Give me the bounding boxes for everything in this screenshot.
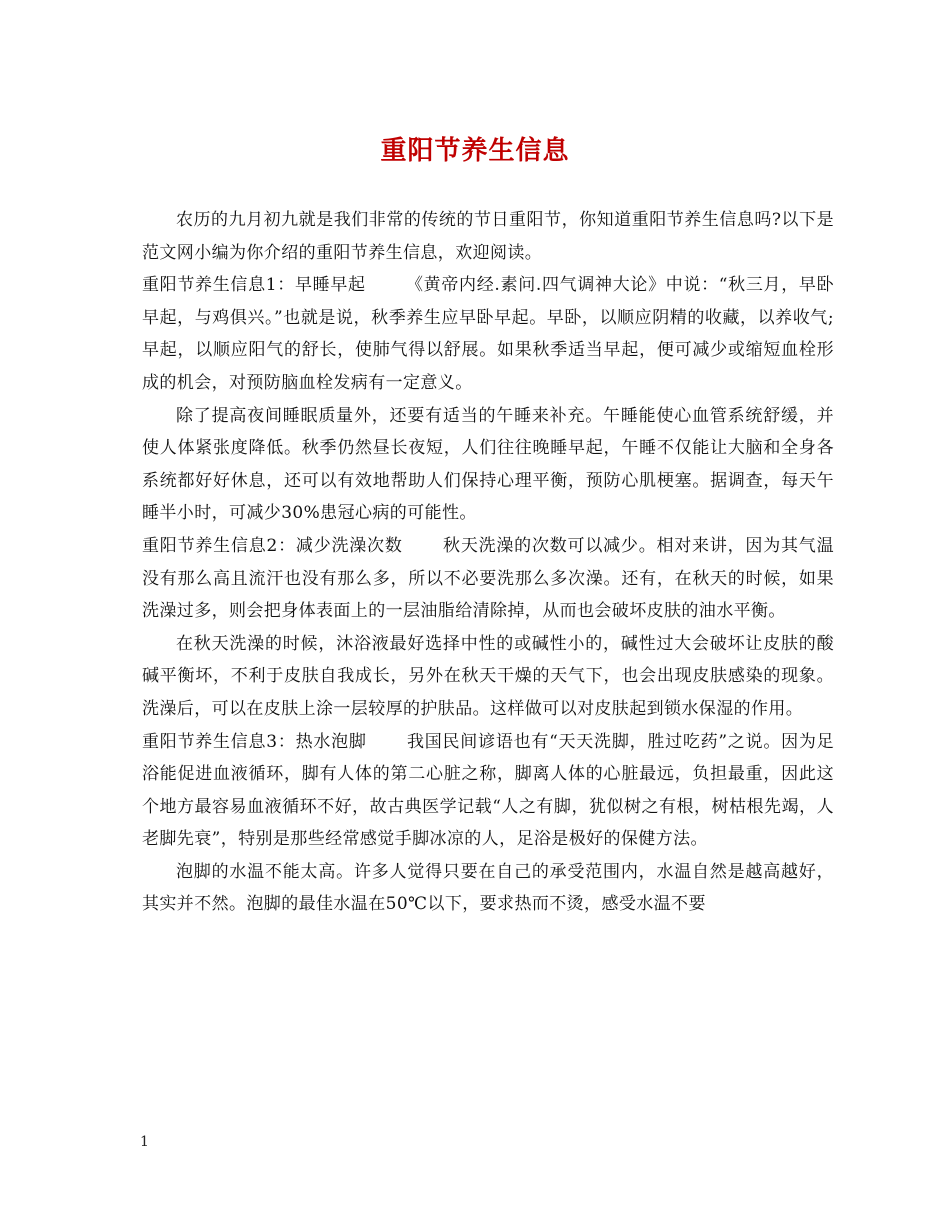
section-1-heading: 重阳节养生信息1：早睡早起 xyxy=(142,275,366,296)
section-2-text: 秋天洗澡的次数可以减少。相对来讲，因为其气温没有那么高且流汗也没有那么多，所以不必要洗那么多次澡。还有，在秋天的时候，如果洗澡过多，则会把身体表面上的一层油脂给清除掉，从而也会破坏皮肤的油水平衡。 xyxy=(142,535,834,622)
document-body xyxy=(142,204,834,921)
section-2 xyxy=(142,530,834,628)
section-1 xyxy=(142,269,834,399)
section-1-paragraph-2: 除了提高夜间睡眠质量外，还要有适当的午睡来补充。午睡能使心血管系统舒缓，并使人体紧张度降低。秋季仍然昼长夜短，人们往往晚睡早起，午睡不仅能让大脑和全身各系统都好好休息，还可以有效地帮助人们保持心理平衡，预防心肌梗塞。据调查，每天午睡半小时，可减少30%患冠心病的可能性。 xyxy=(142,405,834,524)
page-number: 1 xyxy=(140,1134,149,1150)
section-3-text: 我国民间谚语也有“天天洗脚，胜过吃药”之说。因为足浴能促进血液循环，脚有人体的第二心脏之称，脚离人体的心脏最远，负担最重，因此这个地方最容易血液循环不好，故古典医学记载“人之有脚，犹似树之有根，树枯根先竭，人老脚先衰”，特别是那些经常感觉手脚冰凉的人，足浴是极好的保健方法。 xyxy=(142,731,834,850)
page-title: 重阳节养生信息 xyxy=(380,136,570,166)
section-2-heading: 重阳节养生信息2：减少洗澡次数 xyxy=(142,535,403,556)
section-1-text: 《黄帝内经.素问.四气调神大论》中说：“秋三月，早卧早起，与鸡俱兴。”也就是说，秋季养生应早卧早起。早卧，以顺应阴精的收藏，以养收气;早起，以顺应阳气的舒长，使肺气得以舒展。如果秋季适当早起，便可减少或缩短血栓形成的机会，对预防脑血栓发病有一定意义。 xyxy=(142,275,835,393)
section-3 xyxy=(142,726,834,856)
intro-paragraph: 农历的九月初九就是我们非常的传统的节日重阳节，你知道重阳节养生信息吗?以下是范文网小编为你介绍的重阳节养生信息，欢迎阅读。 xyxy=(142,210,834,263)
section-3-heading: 重阳节养生信息3：热水泡脚 xyxy=(142,731,367,752)
section-2-paragraph-2: 在秋天洗澡的时候，沐浴液最好选择中性的或碱性小的，碱性过大会破坏让皮肤的酸碱平衡坏，不利于皮肤自我成长，另外在秋天干燥的天气下，也会出现皮肤感染的现象。洗澡后，可以在皮肤上涂一层较厚的护肤品。这样做可以对皮肤起到锁水保湿的作用。 xyxy=(142,633,834,719)
section-3-paragraph-2: 泡脚的水温不能太高。许多人觉得只要在自己的承受范围内，水温自然是越高越好，其实并不然。泡脚的最佳水温在50℃以下，要求热而不烫，感受水温不要 xyxy=(142,861,834,915)
